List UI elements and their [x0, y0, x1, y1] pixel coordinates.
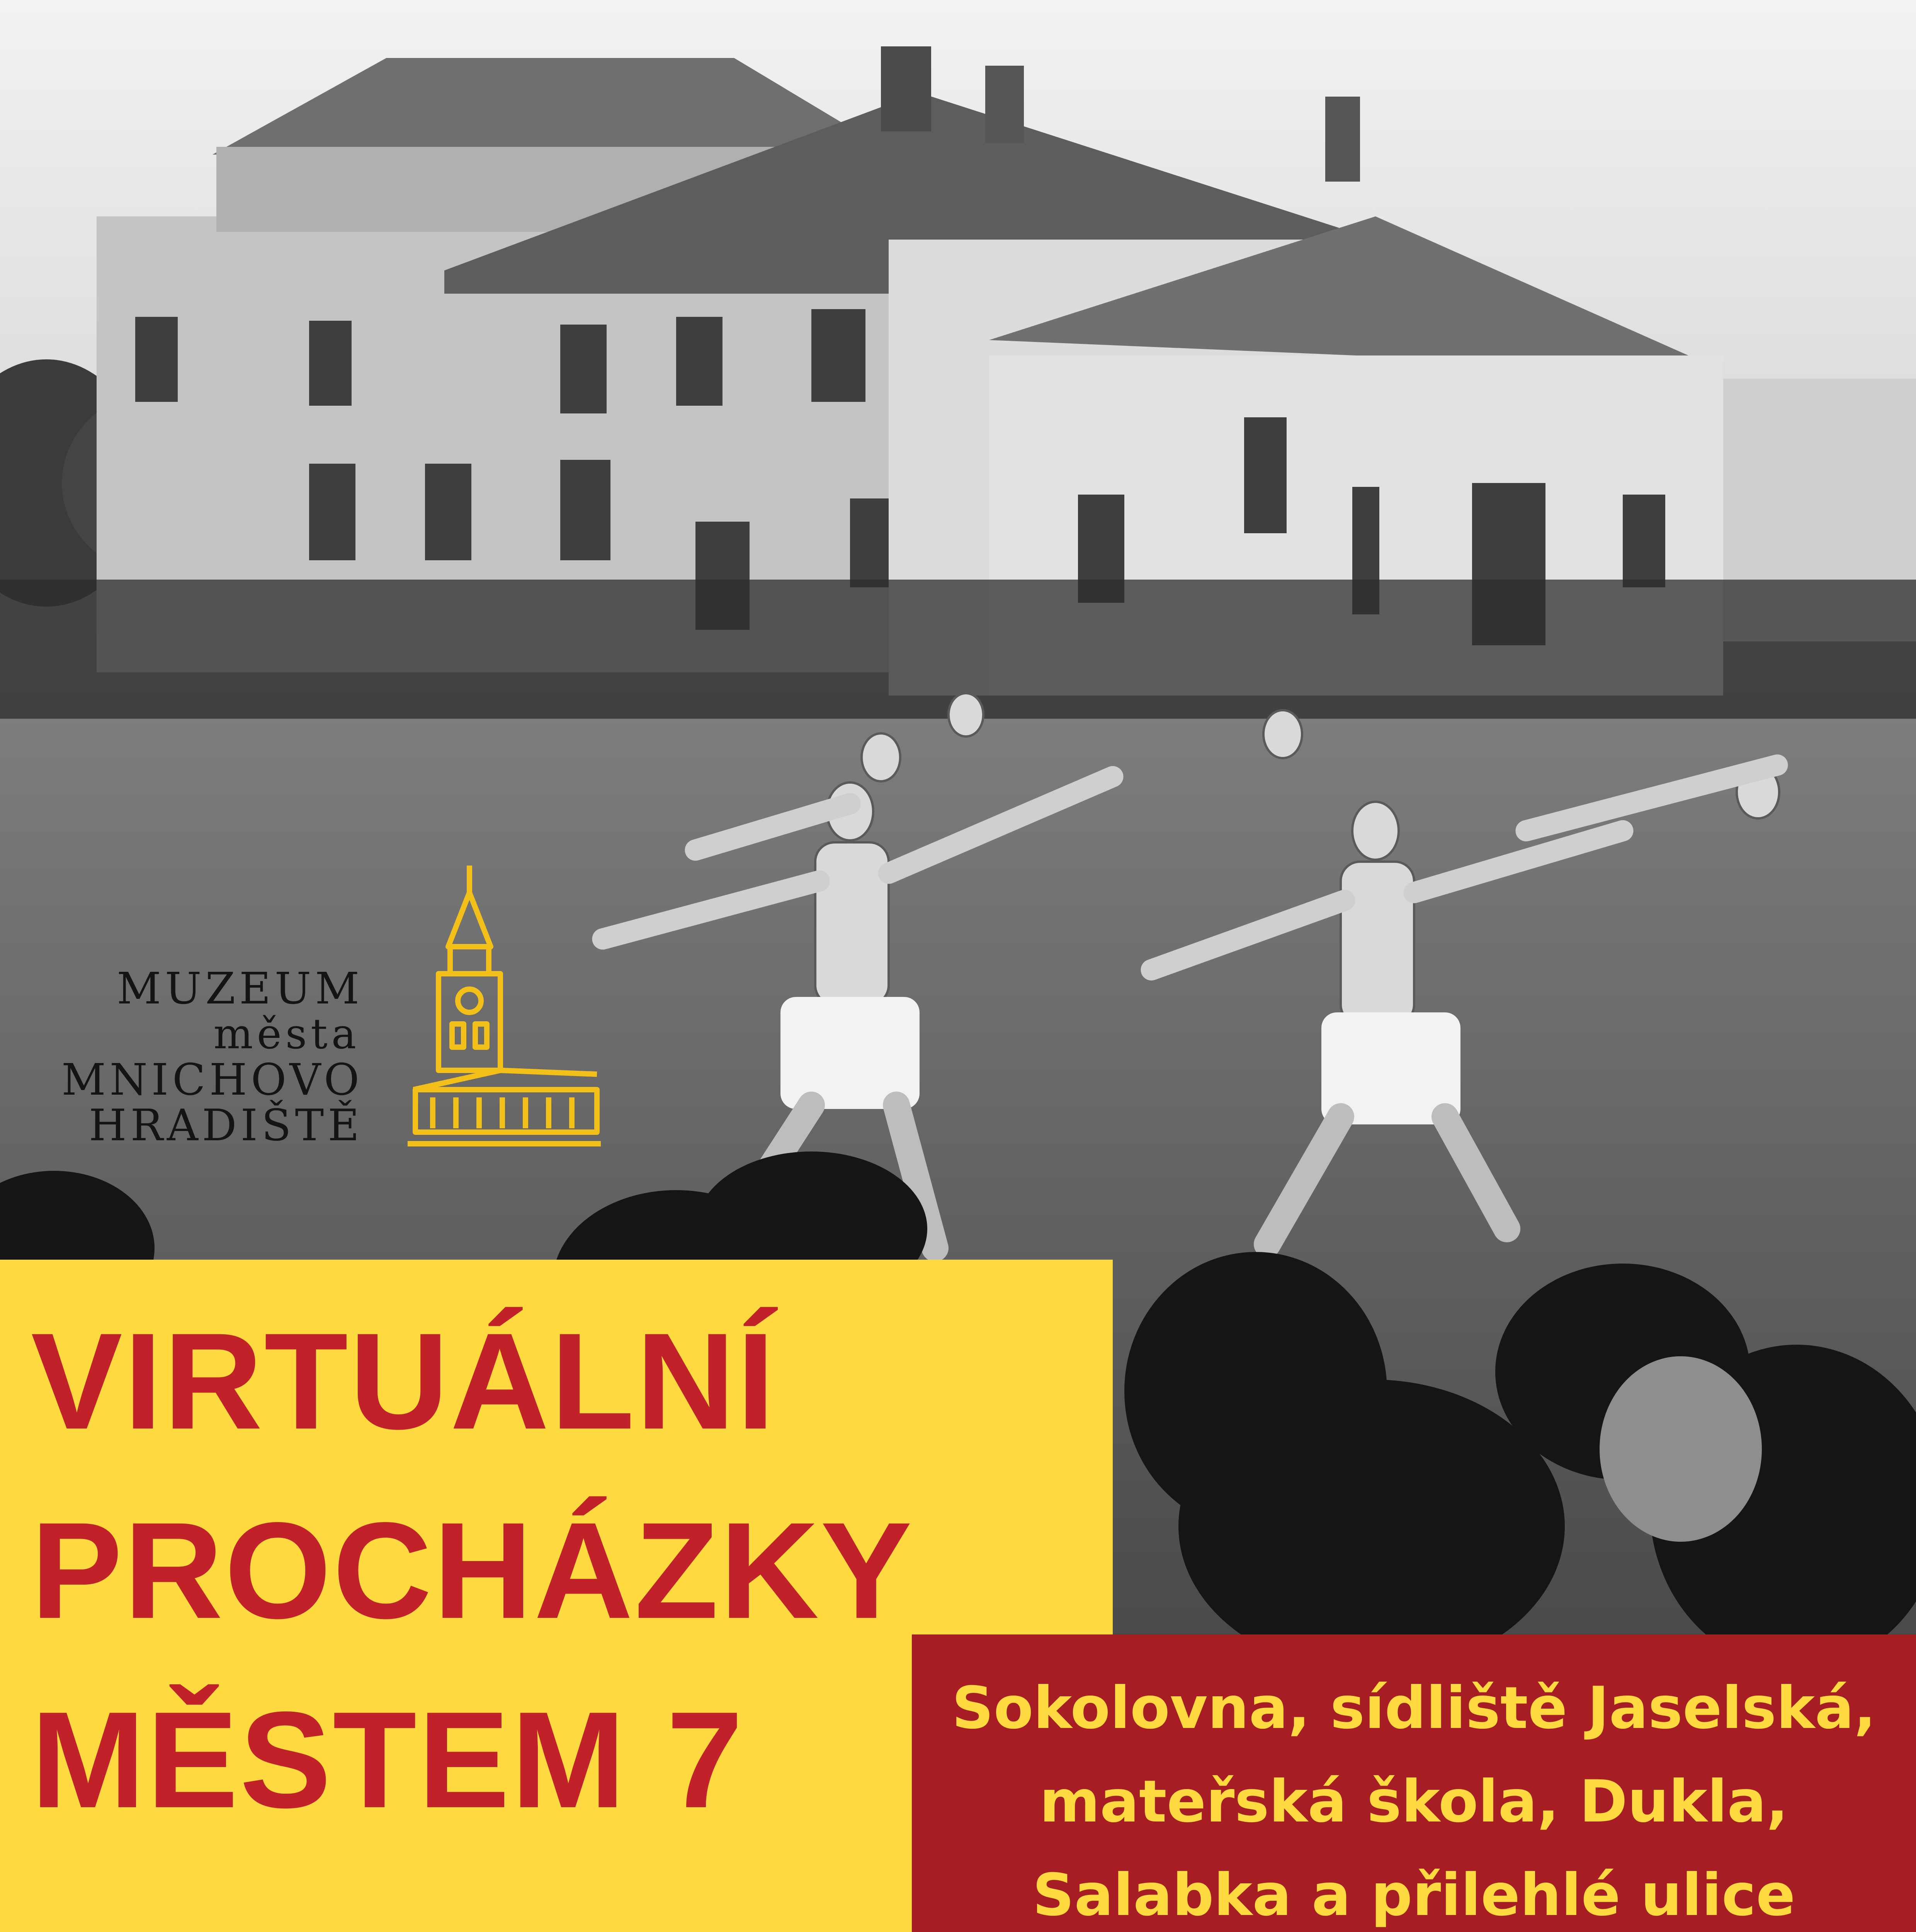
museum-name-line2: města: [213, 1010, 360, 1058]
museum-name-line3: MNICHOVO: [61, 1055, 363, 1105]
places-list: [912, 1662, 1916, 1932]
topics-list: [28, 1924, 916, 1932]
place-line: mateřská škola, Dukla,: [1039, 1768, 1788, 1835]
museum-name-line1: MUZEUM: [117, 964, 363, 1014]
museum-name-line4: HRADIŠTĚ: [88, 1100, 363, 1151]
tower-icon: [402, 858, 603, 1153]
title-line2: PROCHÁZKY: [31, 1494, 914, 1647]
museum-logo-text: [23, 964, 363, 1151]
place-line: Sokolovna, sídliště Jaselská,: [952, 1675, 1876, 1742]
title-line1: VIRTUÁLNÍ: [31, 1305, 777, 1458]
place-line: Salabka a přilehlé ulice: [1032, 1862, 1795, 1929]
topic-item: [28, 1924, 916, 1932]
title-line3: MĚSTEM 7: [31, 1684, 745, 1837]
